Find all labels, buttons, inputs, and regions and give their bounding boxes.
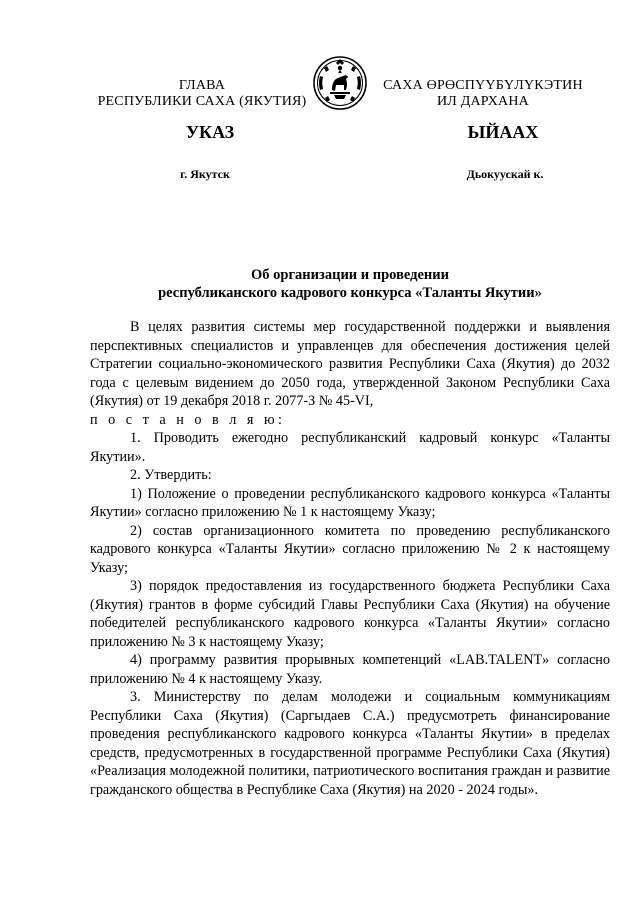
preamble-paragraph: В целях развития системы мер государственной поддержки и выявления перспективных специалистов и управленцев для обеспечения достижения целей Стратегии социально-экономического развития Республики Саха (Якутия) до 2032 года с целевым видением до 2050 года, утвержденной Законом Республики Саха (Якутия) от 19 декабря 2018 г. 2077-З № 45-VI,: [90, 319, 610, 409]
clause-3: 3. Министерству по делам молодежи и социальным коммуникациям Республики Саха (Якутия) (Саргыдаев С.А.) предусмотреть финансирование проведения республиканского кадрового конкурса «Таланты Якутии» в пределах средств, предусмотренных в государственной программе Республики Саха (Якутия) «Реализация молодежной политики, патриотического воспитания граждан и развитие гражданского общества в Республике Саха (Якутия) на 2020 - 2024 годы».: [90, 689, 610, 798]
city-ru: г. Якутск: [180, 167, 230, 181]
clause-2-1: 1) Положение о проведении республиканского кадрового конкурса «Таланты Якутии» согласно приложению № 1 к настоящему Указу;: [90, 485, 610, 520]
issuer-sakha-line2: ИЛ ДАРХАНА: [436, 94, 529, 109]
decree-body: [90, 318, 610, 799]
clause-2-3: 3) порядок предоставления из государственного бюджета Республики Саха (Якутия) грантов в форме субсидий Главы Республики Саха (Якутия) на обучение победителей республиканского кадрового конкурса «Таланты Якутии» согласно приложению № 3 к настоящему Указу;: [90, 578, 610, 650]
decree-title: [90, 266, 610, 302]
decree-title-line1: Об организации и проведении: [251, 267, 449, 283]
sakha-coat-of-arms-icon: [312, 54, 368, 112]
issuer-ru-line2: РЕСПУБЛИКИ САХА (ЯКУТИЯ): [97, 94, 307, 109]
doc-type-ru: УКАЗ: [185, 122, 235, 142]
doc-type-sakha: ЫЙААХ: [467, 122, 539, 142]
clause-2-2: 2) состав организационного комитета по проведению республиканского кадрового конкурса «Таланты Якутии» согласно приложению № 2 к настоящему Указу;: [90, 522, 610, 576]
issuer-ru: [72, 78, 332, 110]
issuer-sakha-line1: САХА ӨРӨСПҮҮБҮЛҮКЭТИН: [383, 78, 583, 93]
clause-1: 1. Проводить ежегодно республиканский кадровый конкурс «Таланты Якутии».: [90, 430, 610, 465]
issuer-ru-line1: ГЛАВА: [178, 78, 226, 93]
city-sakha: Дьокуускай к.: [466, 167, 544, 181]
decree-word: п о с т а н о в л я ю:: [90, 411, 286, 428]
clause-2: 2. Утвердить:: [130, 467, 212, 483]
issuer-sakha: [368, 78, 598, 110]
clause-2-4: 4) программу развития прорывных компетенций «LAB.TALENT» согласно приложению № 4 к настоящему Указу.: [90, 652, 610, 687]
decree-title-line2: республиканского кадрового конкурса «Таланты Якутии»: [158, 285, 542, 301]
